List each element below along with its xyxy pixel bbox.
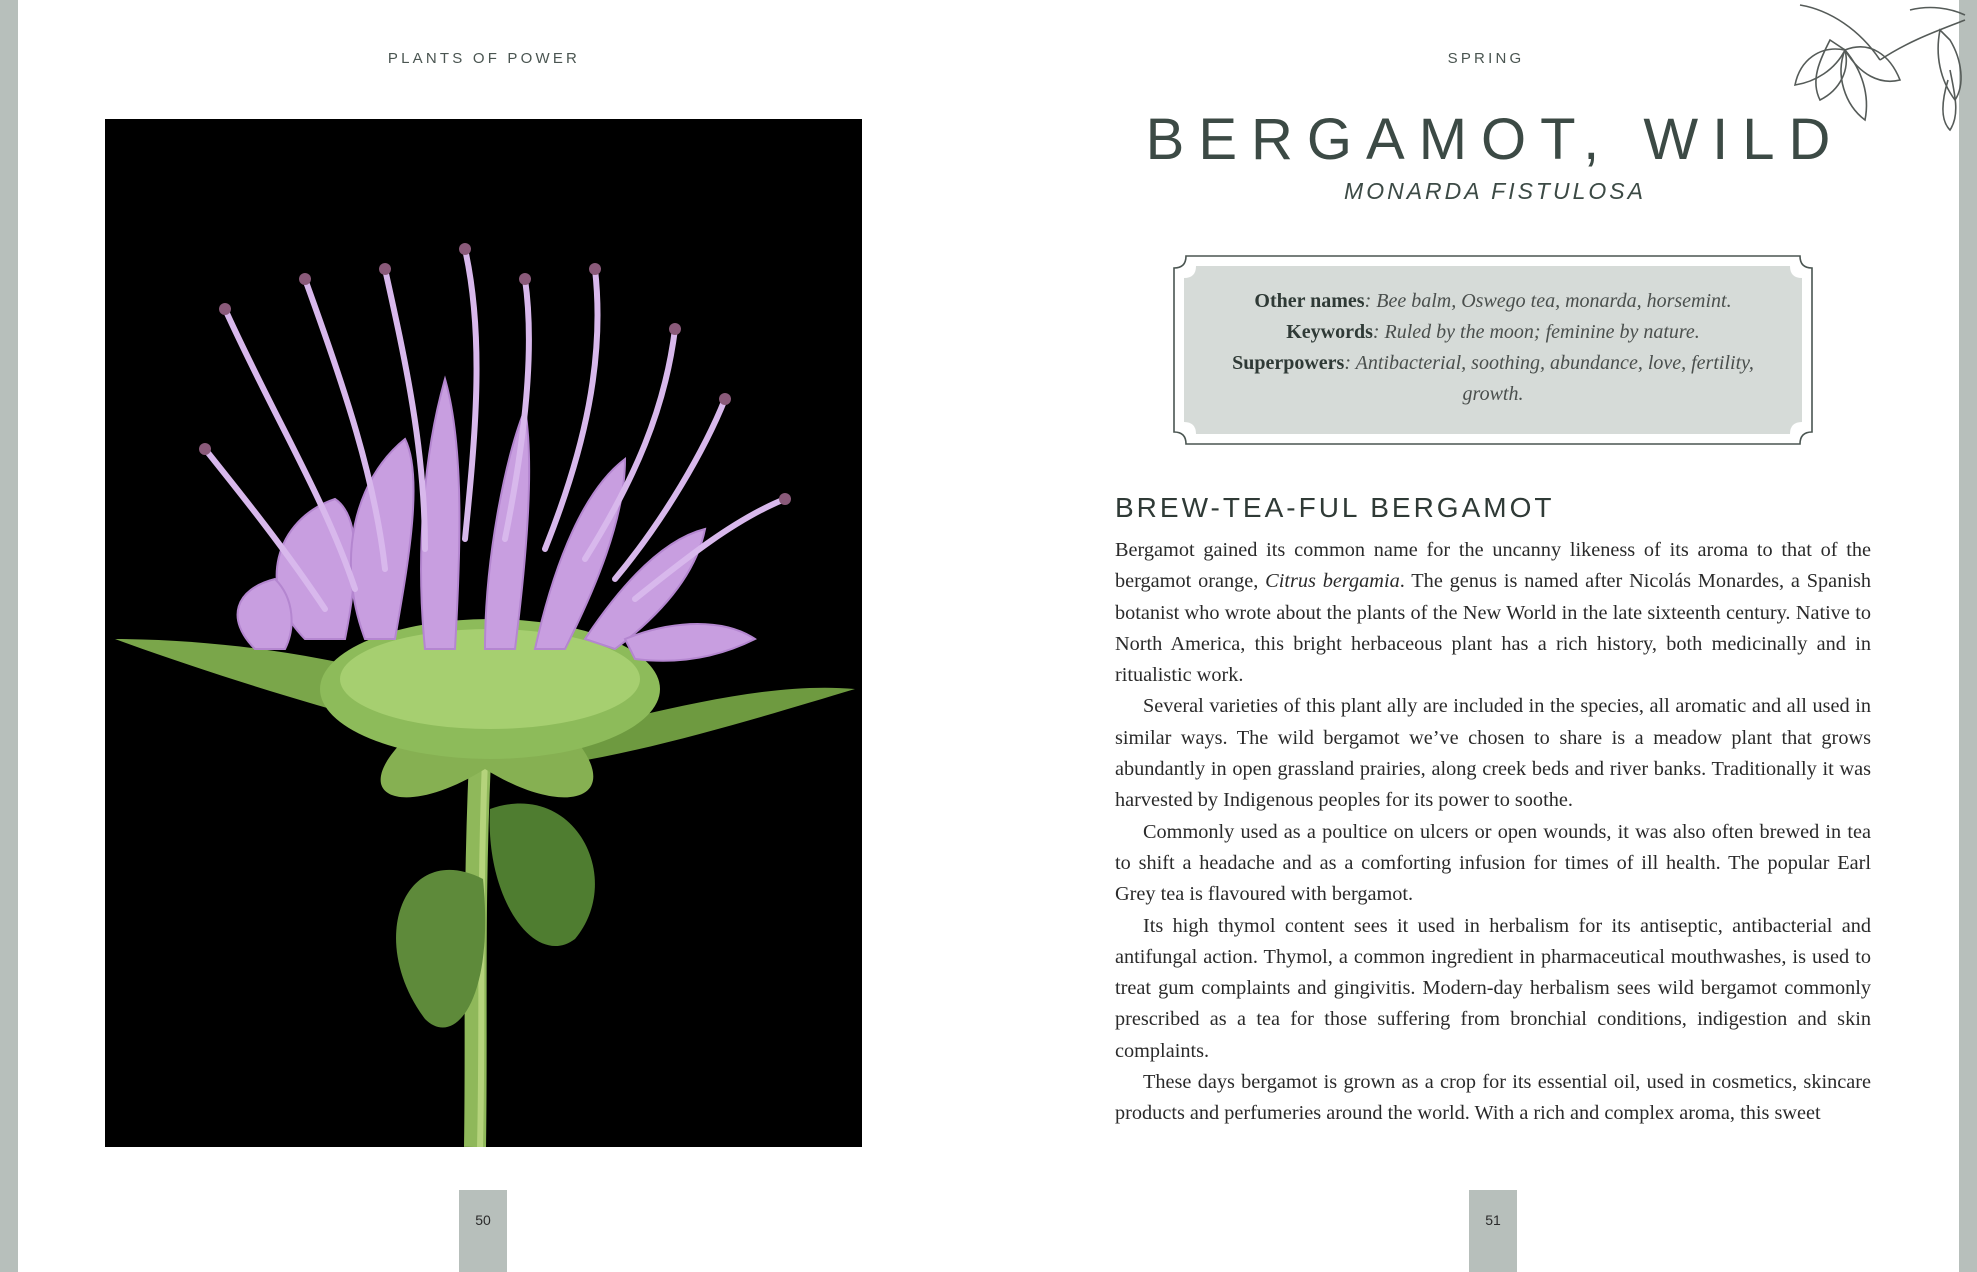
page-number-right: 51 bbox=[1485, 1212, 1501, 1228]
page-edge-right bbox=[1959, 0, 1977, 1272]
flower-illustration bbox=[105, 119, 862, 1147]
page-number-tab-right bbox=[1469, 1190, 1517, 1272]
plant-common-name: BERGAMOT, WILD bbox=[1145, 107, 1845, 172]
paragraph-4: Its high thymol content sees it used in herbalism for its antiseptic, antibacterial and antifungal action. Thymol, a common ingredient in pharmaceutical mouthwashes, is used to treat gum complaints and gingivitis. Modern-day herbalism sees wild bergamot commonly prescribed as a tea for those suffering from bronchial conditions, indigestion and skin complaints. bbox=[1115, 914, 1871, 1062]
page-edge-left bbox=[0, 0, 18, 1272]
paragraph-1-text-b: . The genus is named after Nicolás Monardes, a Spanish botanist who wrote about the plants of the New World in the late sixteenth century. Native to North America, this bright herbaceous plant has a rich history, both medicinally and in ritualistic work. bbox=[1115, 570, 1871, 687]
plant-info-box bbox=[1172, 254, 1814, 446]
running-head-left: PLANTS OF POWER bbox=[387, 50, 581, 67]
other-names-line bbox=[1222, 286, 1764, 317]
paragraph-2: Several varieties of this plant ally are included in the species, all aromatic and all used in similar ways. The wild bergamot we’ve chosen to share is a meadow plant that grows abundantly in open grassland prairies, along creek beds and river banks. Traditionally it was harvested by Indigenous peoples for its power to soothe. bbox=[1115, 695, 1871, 812]
superpowers-value: : Antibacterial, soothing, abundance, love, fertility, growth. bbox=[1344, 352, 1754, 405]
other-names-label: Other names bbox=[1254, 290, 1365, 312]
section-heading: BREW-TEA-FUL BERGAMOT bbox=[1115, 492, 1555, 523]
other-names-value: : Bee balm, Oswego tea, monarda, horsemint. bbox=[1364, 290, 1732, 312]
plant-latin-name: MONARDA FISTULOSA bbox=[1344, 178, 1646, 204]
body-text bbox=[1115, 535, 1871, 1130]
page-number-tab-left bbox=[459, 1190, 507, 1272]
superpowers-line bbox=[1222, 348, 1764, 410]
running-head-right: SPRING bbox=[1447, 50, 1525, 67]
superpowers-label: Superpowers bbox=[1232, 352, 1345, 374]
keywords-value: : Ruled by the moon; feminine by nature. bbox=[1372, 321, 1700, 343]
bergamot-flower-photo bbox=[105, 119, 862, 1147]
paragraph-3: Commonly used as a poultice on ulcers or open wounds, it was also often brewed in tea to shift a headache and as a comforting infusion for times of ill health. The popular Earl Grey tea is flavoured with bergamot. bbox=[1115, 820, 1871, 906]
paragraph-1 bbox=[1115, 535, 1871, 691]
keywords-line bbox=[1222, 317, 1764, 348]
paragraph-5: These days bergamot is grown as a crop for its essential oil, used in cosmetics, skincare products and perfumeries around the world. With a rich and complex aroma, this sweet bbox=[1115, 1071, 1871, 1125]
keywords-label: Keywords bbox=[1286, 321, 1373, 343]
page-number-left: 50 bbox=[475, 1212, 491, 1228]
citrus-bergamia-italic: Citrus bergamia bbox=[1265, 570, 1400, 593]
paragraph-1-text-a: Bergamot gained its common name for the uncanny likeness of its aroma to that of the bergamot orange, bbox=[1115, 539, 1871, 593]
